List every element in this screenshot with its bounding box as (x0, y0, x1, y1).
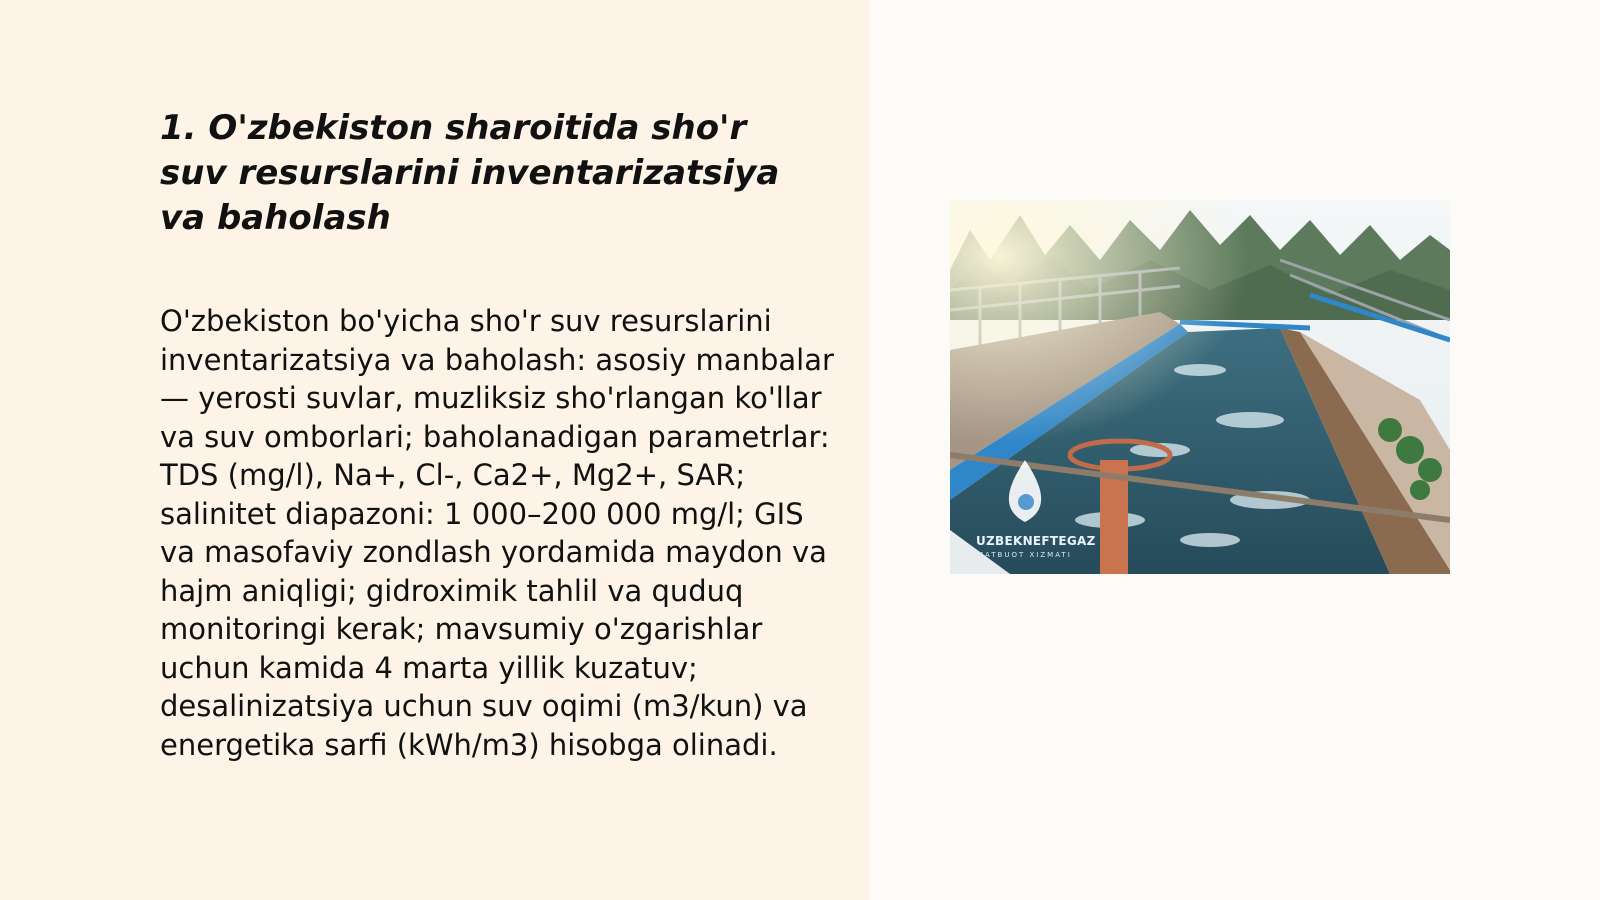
slide-title: 1. O'zbekiston sharoitida sho'r suv resurslarini inventarizatsiya va baholash (160, 108, 780, 238)
water-pool-illustration (950, 200, 1450, 574)
water-treatment-photo (950, 200, 1450, 574)
slide-body-text: O'zbekiston bo'yicha sho'r suv resurslarini inventarizatsiya va baholash: asosiy manbalar — yerosti suvlar, muzliksiz sho'rlangan ko'llar va suv omborlari; baholanadigan parametrlar: TDS (mg/l), Na+, Cl-, Ca2+, Mg2+, SAR; salinitet diapazoni: 1 000–200 000 mg/l; GIS va masofaviy zondlash yordamida maydon va hajm aniqligi; gidroximik tahlil va quduq monitoringi kerak; mavsumiy o'zgarishlar uchun kamida 4 marta yillik kuzatuv; desalinizatsiya uchun suv oqimi (m3/kun) va energetika sarfi (kWh/m3) hisobga olinadi. (160, 304, 834, 762)
watermark-name: UZBEKNEFTEGAZ (976, 534, 1096, 548)
watermark-subtitle: MATBUOT XIZMATI (977, 551, 1072, 559)
